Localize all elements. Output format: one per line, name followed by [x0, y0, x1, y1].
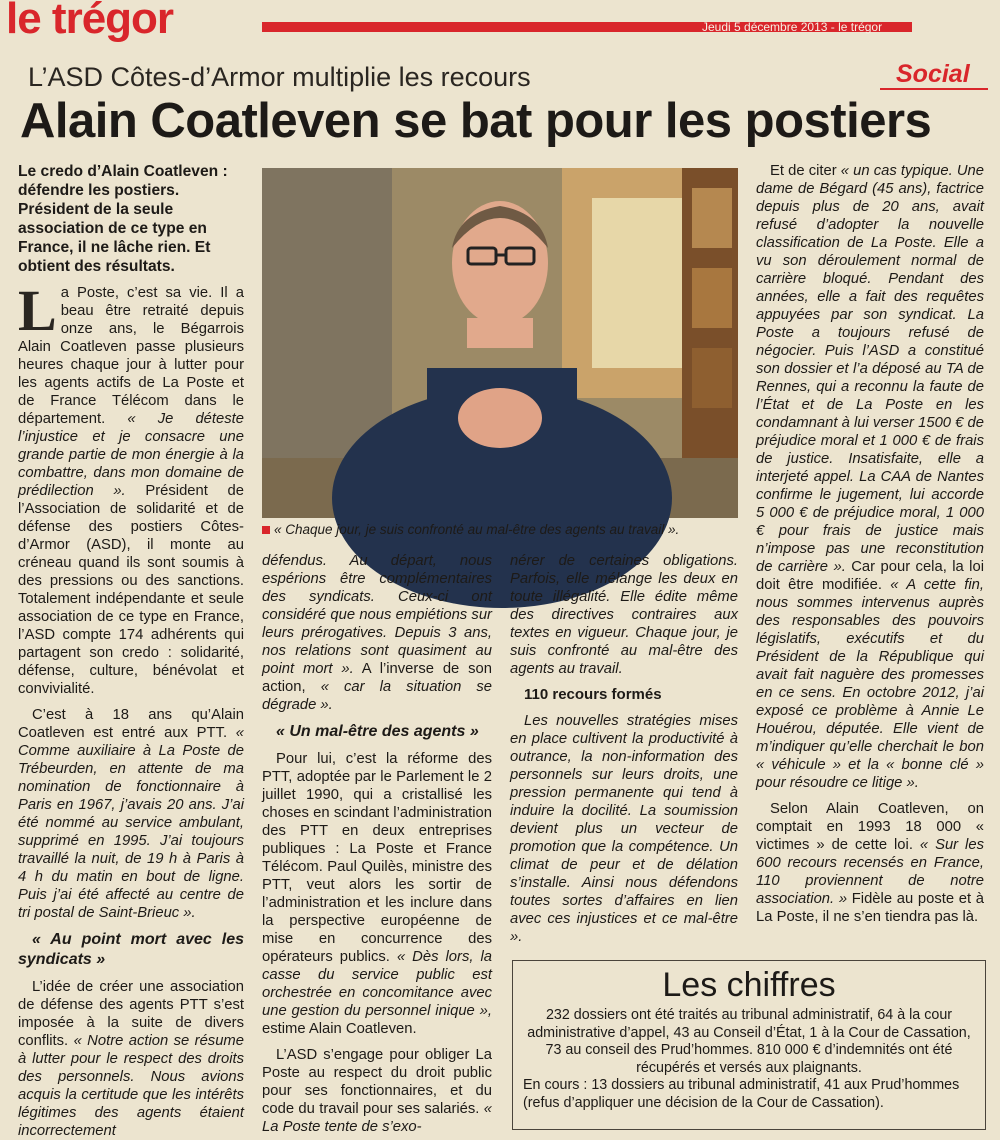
col3-paragraph-2: Les nouvelles stratégies mises en place cultivent la productivité à outrance, la non-information des personnels sur leurs droits, une pression permanente qui tend à induire la docilité. La soumission devient plus un vecteur de promotion que la compétence. Un climat de peur et de délation s’installe. Ainsi nous défendons toutes sortes d’affaires en lien avec ces injustices et ce mal-être ».	[510, 713, 738, 945]
col4-paragraph-1: Et de citer « un cas typique. Une dame de Bégard (45 ans), factrice depuis plus de 20 ans, avait refusé d’adopter la nouvelle classification de La Poste. Elle a vu son déroulement normal de carrière bloqué. Pendant des années, elle a fait des requêtes appuyées par son syndicat. La Poste a toujours refusé de négocier. Puis l’ASD a constitué son dossier et l’a déposé au TA de Rennes, qui a reconnu la faute de l’État et de La Poste en les condamnant à lui verser 1500 € de préjudice moral et 1 000 € de frais de justice. Insatisfaite, elle a interjeté appel. La CAA de Nantes confirme le jugement, lui accorde 5 000 € de préjudice moral, 1 000 € pour frais de justice mais n’impose pas une reconstitution de carrière ». Car pour cela, la loi doit être modifiée. « A cette fin, nous sommes intervenus auprès des responsables des pouvoirs législatifs, exécutifs et du Président de la République qui avait fait naguère des promesses en ce sens. En octobre 2012, j’ai exposé ce problème à Annie Le Houérou, députée. Elle vient de m’indiquer qu’elle cherchait le bon « véhicule » et la « bonne clé » pour résoudre ce litige ».	[756, 163, 984, 791]
caption-bullet	[262, 526, 270, 534]
col4-paragraph-2: Selon Alain Coatleven, on comptait en 1993 18 000 « victimes » de cette loi. « Sur les 600 recours recensés en France, 110 proviennent de notre association. » Fidèle au poste et à La Poste, il ne s’en tiendra pas là.	[756, 801, 984, 925]
column-4	[756, 162, 984, 952]
section-label: Social	[896, 60, 970, 88]
dropcap: L	[18, 278, 57, 343]
col1-paragraph-3: L’idée de créer une association de défense des agents PTT s’est imposée à la suite de divers conflits. « Notre action se résume à lutter pour le respect des droits des personnels. Nous avions acquis la certitude que les intérêts légitimes des agents étaient incorrectement	[18, 979, 244, 1139]
date-line: Jeudi 5 décembre 2013 - le trégor	[702, 20, 883, 34]
col3-subtitle: 110 recours formés	[524, 686, 662, 703]
column-1	[18, 162, 244, 1139]
figures-box	[512, 960, 986, 1130]
chapo: Le credo d’Alain Coatleven : défendre les postiers. Président de la seule association de ce type en France, il ne lâche rien. Et obtient des résultats.	[18, 163, 228, 275]
section-rule	[880, 88, 988, 90]
col1-paragraph-2: C’est à 18 ans qu’Alain Coatleven est entré aux PTT. « Comme auxiliaire à La Poste de Trébeurden, en attente de ma nomination de fonctionnaire à Paris en 1967, j’avais 20 ans. J’ai été nommé au service ambulant, supprimé en 1995. J’ai toujours travaillé la nuit, de 19 h à Paris à 4 h du matin en bout de ligne. Puis j’ai été affecté au centre de tri postal de Saint-Brieuc ».	[18, 707, 244, 921]
column-2	[262, 552, 492, 1135]
col2-paragraph-2: Pour lui, c’est la réforme des PTT, adoptée par le Parlement le 2 juillet 1990, qui a cristallisé les choses en scindant l’administration des PTT en deux entreprises publiques : La Poste et France Télécom. Paul Quilès, ministre des PTT, veut alors les sortir de l’administration et les inclure dans la perspective européenne de mise en concurrence des opérateurs publics. « Dès lors, la casse du service public est orchestrée en concomitance avec une gestion du personnel inique », estime Alain Coatleven.	[262, 751, 492, 1037]
figures-box-title: Les chiffres	[662, 966, 836, 1004]
newspaper-brand: le trégor	[6, 0, 174, 43]
photo-caption: « Chaque jour, je suis confronté au mal-être des agents au travail ».	[262, 522, 679, 537]
figures-box-text: 232 dossiers ont été traités au tribunal administratif, 64 à la cour administrative d’appel, 43 au Conseil d’État, 1 à la Cour de Cassation, 73 au conseil des Prud’hommes. 810 000 € d’indemnités ont été récupérés et versés aux plaignants. En cours : 13 dossiers au tribunal administratif, 41 aux Prud’hommes (refus d’appliquer une décision de la Cour de Cassation).	[513, 1005, 985, 1112]
col2-paragraph-3: L’ASD s’engage pour obliger La Poste au respect du droit public pour ses fonctionnaires, et du code du travail pour ses salariés. « La Poste tente de s’exo-	[262, 1047, 492, 1135]
figures-box-text-2: En cours : 13 dossiers au tribunal administratif, 41 aux Prud’hommes (refus d’appliquer une décision de la Cour de Cassation).	[523, 1077, 960, 1111]
col1-paragraph-1: La Poste, c’est sa vie. Il a beau être retraité depuis onze ans, le Bégarrois Alain Coatleven passe plusieurs heures chaque jour à lutter pour les agents actifs de La Poste et de France Télécom dans le département. « Je déteste l’injustice et je consacre une grande partie de mon énergie à la combattre, dans mon domaine de prédilection ». Président de l’Association de solidarité et de défense des postiers Côtes-d’Armor (ASD), il monte au créneau quand ils sont soumis à des pressions ou des sanctions. Totalement indépendante et seule association de ce type en France, l’ASD compte 174 adhérents qui partagent son credo : solidarité, défense, culture, bénévolat et convivialité.	[18, 278, 244, 697]
col3-paragraph-1: nérer de certaines obligations. Parfois, elle mélange les deux en toute illégalité. Elle édite même des directives contraires aux textes en vigueur. Chaque jour, je suis confronté au mal-être des agents au travail.	[510, 553, 738, 677]
col1-intertitle: « Au point mort avec les syndicats »	[18, 931, 244, 968]
kicker: L’ASD Côtes-d’Armor multiplie les recours	[28, 62, 531, 92]
portrait-illustration	[262, 168, 738, 518]
col2-paragraph-1: défendus. Au départ, nous espérions être complémentaires des syndicats. Ceux-ci ont considéré que nous empiétions sur leurs prérogatives. Depuis 3 ans, nos relations sont quasiment au point mort ». A l’inverse de son action, « car la situation se dégrade ».	[262, 553, 492, 713]
photo-alain-coatleven	[262, 168, 738, 518]
col2-intertitle: « Un mal-être des agents »	[276, 723, 479, 740]
column-3	[510, 552, 738, 947]
headline: Alain Coatleven se bat pour les postiers	[20, 94, 932, 148]
